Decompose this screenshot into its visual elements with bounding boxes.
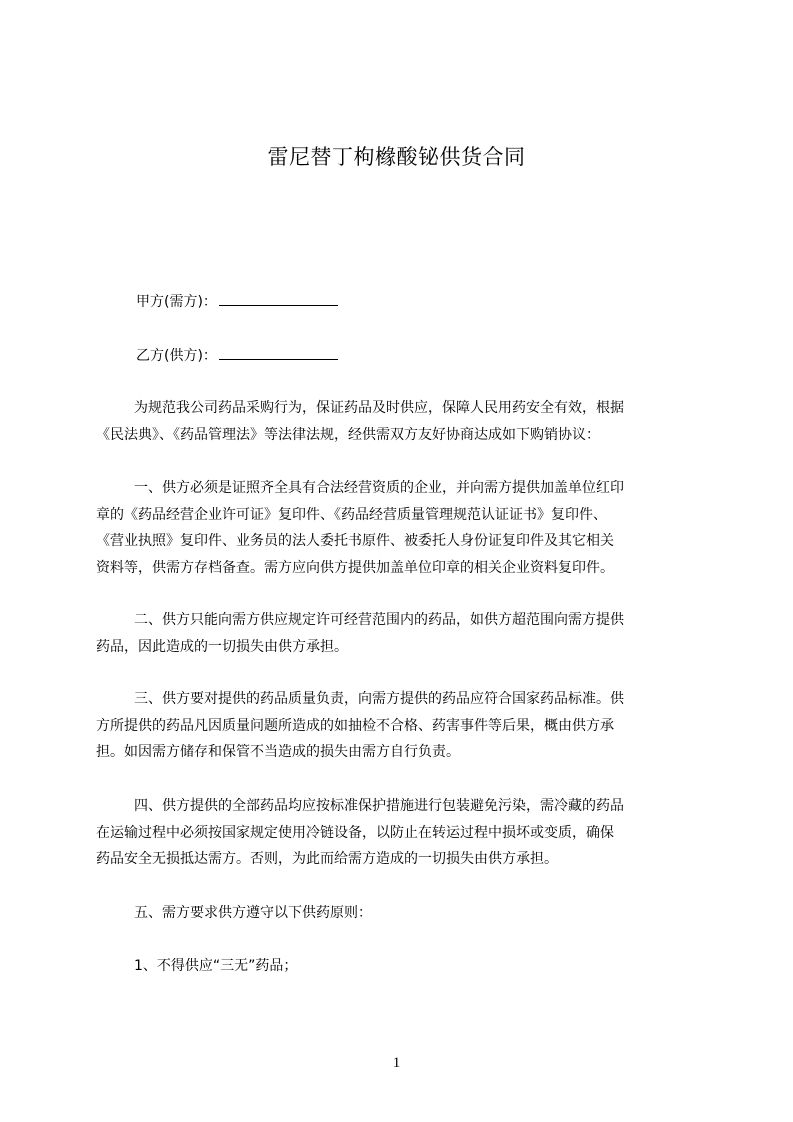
clause-3-line: 三、供方要对提供的药品质量负责，向需方提供的药品应符合国家药品标准。供 bbox=[134, 691, 624, 707]
intro-line: 为规范我公司药品采购行为，保证药品及时供应，保障人民用药安全有效，根据 bbox=[134, 400, 624, 416]
party-a-label: 甲方(需方)： bbox=[136, 294, 217, 310]
clause-3-line: 方所提供的药品凡因质量问题所造成的如抽检不合格、药害事件等后果，概由供方承 bbox=[96, 717, 614, 734]
list-item-text: 1、不得供应“三无”药品； bbox=[134, 958, 298, 974]
party-b-label: 乙方(供方)： bbox=[136, 348, 217, 364]
page-number: 1 bbox=[392, 1055, 401, 1071]
clause-3-paragraph bbox=[96, 686, 704, 766]
clause-2-paragraph bbox=[96, 607, 704, 660]
party-a-field bbox=[136, 291, 338, 311]
party-b-blank-line bbox=[219, 348, 338, 360]
clause-4-line: 四、供方提供的全部药品均应按标准保护措施进行包装避免污染，需冷藏的药品 bbox=[134, 798, 624, 814]
clause-1-line: 一、供方必须是证照齐全具有合法经营资质的企业，并向需方提供加盖单位红印 bbox=[134, 480, 624, 496]
clause-2-line: 二、供方只能向需方供应规定许可经营范围内的药品，如供方超范围向需方提供 bbox=[134, 612, 624, 628]
clause-4-paragraph bbox=[96, 793, 704, 873]
list-item-1 bbox=[96, 953, 704, 980]
intro-paragraph bbox=[96, 395, 704, 448]
clause-5-line: 五、需方要求供方遵守以下供药原则： bbox=[134, 905, 372, 921]
clause-2-line: 药品，因此造成的一切损失由供方承担。 bbox=[96, 638, 348, 655]
clause-5-paragraph bbox=[96, 900, 704, 927]
party-a-blank-line bbox=[219, 294, 338, 306]
clause-4-line: 药品安全无损抵达需方。否则，为此而给需方造成的一切损失由供方承担。 bbox=[96, 851, 558, 867]
intro-line: 《民法典》、《药品管理法》等法律法规，经供需双方友好协商达成如下购销协议： bbox=[96, 426, 600, 443]
clause-1-paragraph bbox=[96, 475, 704, 581]
clause-1-line: 资料等，供需方存档备查。需方应向供方提供加盖单位印章的相关企业资料复印件。 bbox=[96, 559, 614, 576]
clause-4-line: 在运输过程中必须按国家规定使用冷链设备，以防止在转运过程中损坏或变质，确保 bbox=[96, 824, 614, 841]
clause-1-line: 《营业执照》复印件、业务员的法人委托书原件、被委托人身份证复印件及其它相关 bbox=[96, 533, 614, 549]
clause-3-line: 担。如因需方储存和保管不当造成的损失由需方自行负责。 bbox=[96, 744, 460, 760]
party-b-field bbox=[136, 345, 338, 365]
document-title: 雷尼替丁枸橼酸铋供货合同 bbox=[267, 145, 526, 169]
clause-1-line: 章的《药品经营企业许可证》复印件、《药品经营质量管理规范认证证书》复印件、 bbox=[96, 506, 607, 523]
